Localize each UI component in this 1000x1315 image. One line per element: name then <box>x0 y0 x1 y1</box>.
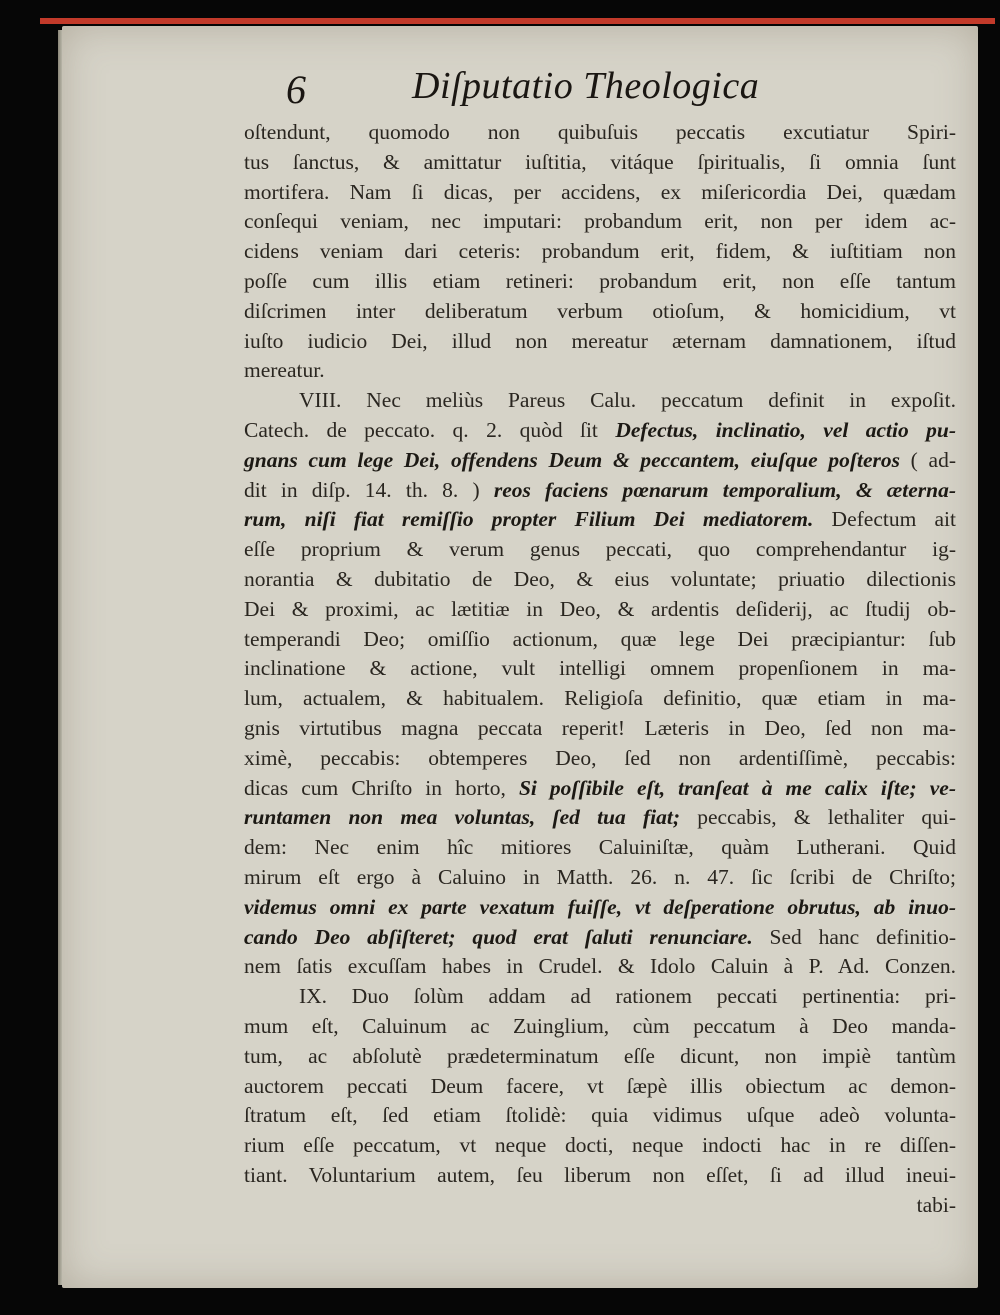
text-line <box>244 1042 956 1072</box>
text-run: tiant. Voluntarium autem, ſeu liberum non eſſet, ſi ad illud ineui- <box>244 1162 956 1187</box>
text-line <box>244 416 956 446</box>
text-line <box>244 952 956 982</box>
text-line <box>244 356 956 386</box>
italic-run: cando Deo abſiſteret; quod erat ſaluti renunciare. <box>244 924 753 949</box>
text-run: peccabis, & lethaliter qui- <box>679 805 956 830</box>
text-line <box>244 535 956 565</box>
text-line <box>244 595 956 625</box>
text-run: inclinatione & actione, vult intelligi omnem propenſionem in ma- <box>244 656 956 681</box>
text-line <box>244 1131 956 1161</box>
text-run: gnis virtutibus magna peccata reperit! Læteris in Deo, ſed non ma- <box>244 715 956 740</box>
italic-run: gnans cum lege Dei, offendens Deum & peccantem, eiuſque poſteros <box>244 447 900 472</box>
text-line <box>244 148 956 178</box>
page-header <box>286 64 786 114</box>
text-run: auctorem peccati Deum facere, vt ſæpè illis obiectum ac demon- <box>244 1073 956 1098</box>
text-line <box>244 803 956 833</box>
text-line <box>244 923 956 953</box>
text-run: temperandi Deo; omiſſio actionum, quæ lege Dei præcipiantur: ſub <box>244 626 956 651</box>
text-run: Dei & proximi, ac lætitiæ in Deo, & ardentis deſiderij, ac ſtudij ob- <box>244 596 956 621</box>
text-line <box>244 207 956 237</box>
text-run: diſcrimen inter deliberatum verbum otioſum, & homicidium, vt <box>244 298 956 323</box>
text-line <box>244 893 956 923</box>
text-line <box>244 714 956 744</box>
text-run: ſtratum eſt, ſed etiam ſtolidè: quia vidimus uſque adeò volunta- <box>244 1103 956 1128</box>
text-run: eſſe proprium & verum genus peccati, quo comprehendantur ig- <box>244 537 956 562</box>
italic-run: runtamen non mea voluntas, ſed tua fiat; <box>244 805 680 830</box>
text-line <box>244 446 956 476</box>
text-line <box>244 237 956 267</box>
text-line <box>244 476 956 506</box>
text-line <box>244 505 956 535</box>
text-run: mum eſt, Caluinum ac Zuinglium, cùm peccatum à Deo manda- <box>244 1013 956 1038</box>
text-line <box>244 863 956 893</box>
text-run: tabi- <box>916 1192 956 1217</box>
text-run: tus ſanctus, & amittatur iuſtitia, vitáque ſpiritualis, ſi omnia ſunt <box>244 149 956 174</box>
text-line <box>244 774 956 804</box>
body-text <box>244 118 956 1220</box>
text-run: mirum eſt ergo à Caluino in Matth. 26. n. 47. ſic ſcribi de Chriſto; <box>244 864 956 889</box>
italic-run: Defectus, inclinatio, vel actio pu- <box>615 417 956 442</box>
text-line <box>244 1191 956 1221</box>
text-line <box>244 565 956 595</box>
running-title: Diſputatio Theologica <box>412 65 760 107</box>
text-run: cidens veniam dari ceteris: probandum erit, fidem, & iuſtitiam non <box>244 239 956 264</box>
text-line <box>244 982 956 1012</box>
text-line <box>244 625 956 655</box>
text-line <box>244 654 956 684</box>
text-run: norantia & dubitatio de Deo, & eius voluntate; priuatio dilectionis <box>244 566 956 591</box>
text-line <box>244 118 956 148</box>
page-top-edge <box>40 18 995 24</box>
text-run: ( ad- <box>899 447 956 472</box>
text-run: mereatur. <box>244 358 325 383</box>
page-number: 6 <box>286 67 306 112</box>
text-line <box>244 1161 956 1191</box>
text-line <box>244 1012 956 1042</box>
text-line <box>244 386 956 416</box>
text-line <box>244 1101 956 1131</box>
text-line <box>244 297 956 327</box>
text-run: Sed hanc definitio- <box>752 924 956 949</box>
italic-run: Si poſſibile eſt, tranſeat à me calix iſte; ve- <box>518 775 957 800</box>
text-run: mortifera. Nam ſi dicas, per accidens, ex miſericordia Dei, quædam <box>244 179 956 204</box>
text-run: Defectum ait <box>813 507 956 532</box>
text-run: dit in diſp. 14. th. 8. ) <box>244 477 494 502</box>
text-run: conſequi veniam, nec imputari: probandum erit, non per idem ac- <box>244 209 956 234</box>
text-run: oſtendunt, quomodo non quibuſuis peccatis excutiatur Spiri- <box>244 120 956 144</box>
text-line <box>244 744 956 774</box>
text-run: tum, ac abſolutè prædeterminatum eſſe dicunt, non impiè tantùm <box>244 1043 956 1068</box>
text-line <box>244 684 956 714</box>
text-run: iuſto iudicio Dei, illud non mereatur æternam damnationem, iſtud <box>244 328 956 353</box>
text-line <box>244 267 956 297</box>
text-run: nem ſatis excuſſam habes in Crudel. & Idolo Caluin à P. Ad. Conzen. <box>244 954 956 979</box>
italic-run: videmus omni ex parte vexatum fuiſſe, vt deſperatione obrutus, ab inuo- <box>244 894 956 919</box>
text-run: IX. Duo ſolùm addam ad rationem peccati pertinentia: pri- <box>299 984 956 1009</box>
text-run: dem: Nec enim hîc mitiores Caluiniſtæ, quàm Lutherani. Quid <box>244 835 956 860</box>
text-line <box>244 327 956 357</box>
italic-run: reos faciens pœnarum temporalium, & æterna- <box>493 477 957 502</box>
italic-run: rum, niſi fiat remiſſio propter Filium Dei mediatorem. <box>244 507 814 532</box>
text-run: dicas cum Chriſto in horto, <box>244 775 519 800</box>
text-run: rium eſſe peccatum, vt neque docti, neque indocti hac in re diſſen- <box>244 1133 956 1158</box>
text-run: lum, actualem, & habitualem. Religioſa definitio, quæ etiam in ma- <box>244 686 956 711</box>
text-line <box>244 1072 956 1102</box>
text-run: ximè, peccabis: obtemperes Deo, ſed non ardentiſſimè, peccabis: <box>244 745 956 770</box>
text-run: Catech. de peccato. q. 2. quòd ſit <box>244 417 616 442</box>
text-line <box>244 833 956 863</box>
text-run: VIII. Nec meliùs Pareus Calu. peccatum definit in expoſit. <box>299 388 956 413</box>
text-run: poſſe cum illis etiam retineri: probandum erit, non eſſe tantum <box>244 268 956 293</box>
text-line <box>244 178 956 208</box>
